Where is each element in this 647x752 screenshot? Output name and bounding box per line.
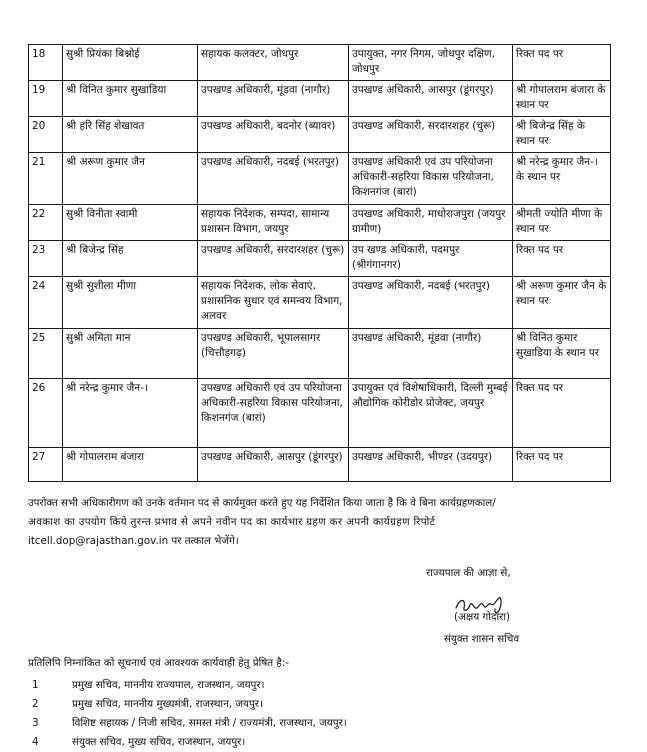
table-row (29, 329, 611, 379)
officer-name: सुश्री अमिता मान (63, 329, 198, 379)
new-post: उपायुक्त एवं विशेषाधिकारी, दिल्ली मुम्बई औद्योगिक कोरीडोर प्रोजेक्ट, जयपुर (349, 379, 513, 448)
serial-number: 23 (29, 241, 63, 277)
remark: रिक्त पद पर (513, 448, 611, 482)
table-row (29, 448, 611, 482)
remark: रिक्त पद पर (513, 241, 611, 277)
table-row (29, 153, 611, 205)
serial-number: 22 (29, 205, 63, 241)
list-item-number: 2 (32, 698, 39, 710)
list-item (28, 714, 588, 733)
current-post: उपखण्ड अधिकारी, मूंडवा (नागौर) (198, 81, 349, 117)
serial-number: 26 (29, 379, 63, 448)
table-row (29, 117, 611, 153)
list-item-text: विशिष्ट सहायक / निजी सचिव, समस्त मंत्री / राज्यमंत्री, राजस्थान, जयपुर। (72, 717, 347, 729)
serial-number: 25 (29, 329, 63, 379)
remark: श्री गोपालराम बंजारा के स्थान पर (513, 81, 611, 117)
remark: श्री विनित कुमार सुखाडिया के स्थान पर (513, 329, 611, 379)
transfer-table (28, 44, 611, 482)
instruction-line: अवकाश का उपयोग किये तुरन्त प्रभाव से अपने नवीन पद का कार्यभार ग्रहण कर अपनी कार्यग्रहण रिपोर्ट (28, 516, 436, 528)
instruction-line: itcell.dop@rajasthan.gov.in पर तत्काल भेजेंगे। (28, 535, 239, 547)
new-post: उपखण्ड अधिकारी, भीण्डर (उदयपुर) (349, 448, 513, 482)
current-post: उपखण्ड अधिकारी, आसपुर (डूंगरपुर) (198, 448, 349, 482)
serial-number: 20 (29, 117, 63, 153)
list-item (28, 695, 588, 714)
instruction-paragraph (28, 494, 610, 551)
officer-name: सुश्री सुशीला मीणा (63, 277, 198, 329)
copy-to-heading: प्रतिलिपि निम्नांकित को सूचनार्थ एवं आवश्यक कार्यवाही हेतु प्रेषित है:- (28, 657, 290, 669)
current-post: सहायक निदेशक, लोक सेवाएं, प्रशासनिक सुधार एवं समन्वय विभाग, अलवर (198, 277, 349, 329)
signer-title: संयुक्त शासन सचिव (444, 633, 520, 645)
new-post: उप खण्ड अधिकारी, पदमपुर (श्रीगंगानगर) (349, 241, 513, 277)
current-post: उपखण्ड अधिकारी एवं उप परियोजना अधिकारी-सहरिया विकास परियोजना, किशनगंज (बारां) (198, 379, 349, 448)
officer-name: सुश्री विनीता स्वामी (63, 205, 198, 241)
new-post: उपखण्ड अधिकारी एवं उप परियोजना अधिकारी-सहरिया विकास परियोजना, किशनगंज (बारां) (349, 153, 513, 205)
remark: श्रीमती ज्योति मीणा के स्थान पर (513, 205, 611, 241)
remark: रिक्त पद पर (513, 379, 611, 448)
table-row (29, 241, 611, 277)
table-row (29, 205, 611, 241)
officer-name: श्री अरूण कुमार जैन (63, 153, 198, 205)
serial-number: 24 (29, 277, 63, 329)
current-post: सहायक कलक्टर, जोधपुर (198, 45, 349, 81)
serial-number: 19 (29, 81, 63, 117)
list-item-text: प्रमुख सचिव, माननीय मुख्यमंत्री, राजस्थान, जयपुर। (72, 698, 263, 710)
current-post: उपखण्ड अधिकारी, बदनोर (ब्यावर) (198, 117, 349, 153)
current-post: सहायक निदेशक, सम्पदा, सामान्य प्रशासन विभाग, जयपुर (198, 205, 349, 241)
new-post: उपायुक्त, नगर निगम, जोधपुर दक्षिण, जोधपुर (349, 45, 513, 81)
new-post: उपखण्ड अधिकारी, आसपुर (डूंगरपुर) (349, 81, 513, 117)
serial-number: 27 (29, 448, 63, 482)
officer-name: श्री बिजेन्द्र सिंह (63, 241, 198, 277)
current-post: उपखण्ड अधिकारी, भूपालसागर (चित्तौड़गढ़) (198, 329, 349, 379)
officer-name: श्री नरेन्द्र कुमार जैन-। (63, 379, 198, 448)
remark: रिक्त पद पर (513, 45, 611, 81)
remark: श्री नरेन्द्र कुमार जैन-। के स्थान पर (513, 153, 611, 205)
table-row (29, 45, 611, 81)
current-post: उपखण्ड अधिकारी, सरदारशहर (चुरू) (198, 241, 349, 277)
list-item (28, 733, 588, 752)
officer-name: सुश्री प्रियंका बिश्नोई (63, 45, 198, 81)
remark: श्री बिजेन्द्र सिंह के स्थान पर (513, 117, 611, 153)
list-item-text: प्रमुख सचिव, माननीय राज्यपाल, राजस्थान, जयपुर। (72, 679, 265, 691)
signer-name: (अक्षय गोदारा) (454, 611, 511, 623)
serial-number: 21 (29, 153, 63, 205)
new-post: उपखण्ड अधिकारी, सरदारशहर (चुरू) (349, 117, 513, 153)
new-post: उपखण्ड अधिकारी, मूंडवा (नागौर) (349, 329, 513, 379)
new-post: उपखण्ड अधिकारी, नदबई (भरतपुर) (349, 277, 513, 329)
table-row (29, 379, 611, 448)
list-item-number: 3 (32, 717, 39, 729)
copy-to-list (28, 676, 588, 752)
serial-number: 18 (29, 45, 63, 81)
instruction-line: उपरोक्त सभी अधिकारीगण को उनके वर्तमान पद से कार्यमुक्त करते हुए यह निर्देशित किया जाता है कि वे बिना कार्यग्रहणकाल/ (28, 497, 496, 509)
new-post: उपखण्ड अधिकारी, माधोराजपुरा (जयपुर ग्रामीण) (349, 205, 513, 241)
table-row (29, 277, 611, 329)
table-row (29, 81, 611, 117)
officer-name: श्री हरि सिंह शेखावत (63, 117, 198, 153)
list-item (28, 676, 588, 695)
current-post: उपखण्ड अधिकारी, नदबई (भरतपुर) (198, 153, 349, 205)
list-item-number: 4 (32, 736, 39, 748)
list-item-number: 1 (32, 679, 39, 691)
remark: श्री अरूण कुमार जैन के स्थान पर (513, 277, 611, 329)
order-line: राज्यपाल की आज्ञा से, (426, 567, 511, 579)
officer-name: श्री विनित कुमार सुखाडिया (63, 81, 198, 117)
list-item-text: संयुक्त सचिव, मुख्य सचिव, राजस्थान, जयपुर। (72, 736, 246, 748)
officer-name: श्री गोपालराम बंजारा (63, 448, 198, 482)
